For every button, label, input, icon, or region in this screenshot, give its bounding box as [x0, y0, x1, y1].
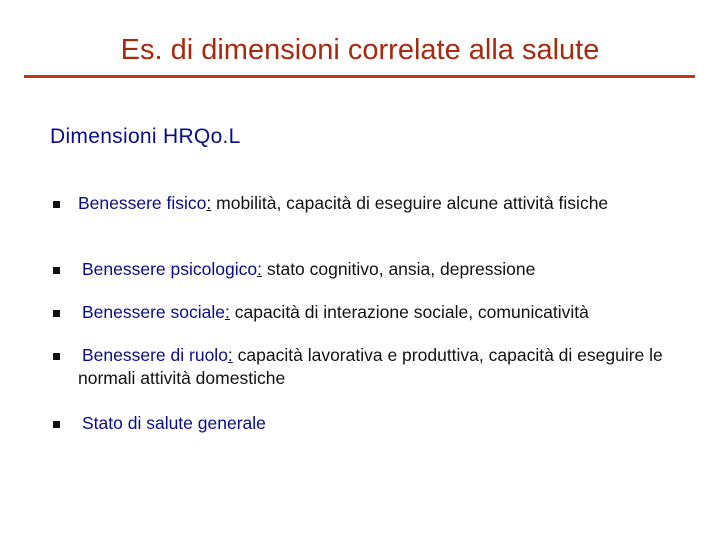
square-bullet-icon [53, 201, 60, 208]
item-separator: : [227, 345, 233, 365]
item-term: Stato di salute generale [82, 413, 266, 433]
item-separator: : [225, 302, 230, 322]
item-description: stato cognitivo, ansia, depressione [261, 259, 536, 279]
item-term: Benessere fisico [78, 193, 207, 213]
item-description: mobilità, capacità di eseguire alcune attività fisiche [211, 193, 609, 213]
square-bullet-icon [53, 310, 60, 317]
item-term: Benessere psicologico [82, 259, 258, 279]
item-separator: : [257, 259, 262, 279]
square-bullet-icon [53, 267, 60, 274]
list-item [82, 301, 692, 324]
slide-title: Es. di dimensioni correlate alla salute [120, 34, 600, 66]
square-bullet-icon [53, 353, 60, 360]
item-term: Benessere di ruolo [82, 345, 228, 365]
list-item [78, 192, 688, 215]
section-heading: Dimensioni HRQo.L [50, 125, 241, 148]
list-item [82, 258, 692, 281]
list-item [82, 412, 692, 435]
list-item [78, 344, 668, 390]
item-description: capacità di interazione sociale, comunicatività [229, 302, 589, 322]
item-separator: : [206, 193, 212, 213]
item-term: Benessere sociale [82, 302, 225, 322]
item-description: capacità lavorativa e produttiva, capacità di eseguire le normali attività domestiche [78, 345, 663, 388]
square-bullet-icon [53, 421, 60, 428]
